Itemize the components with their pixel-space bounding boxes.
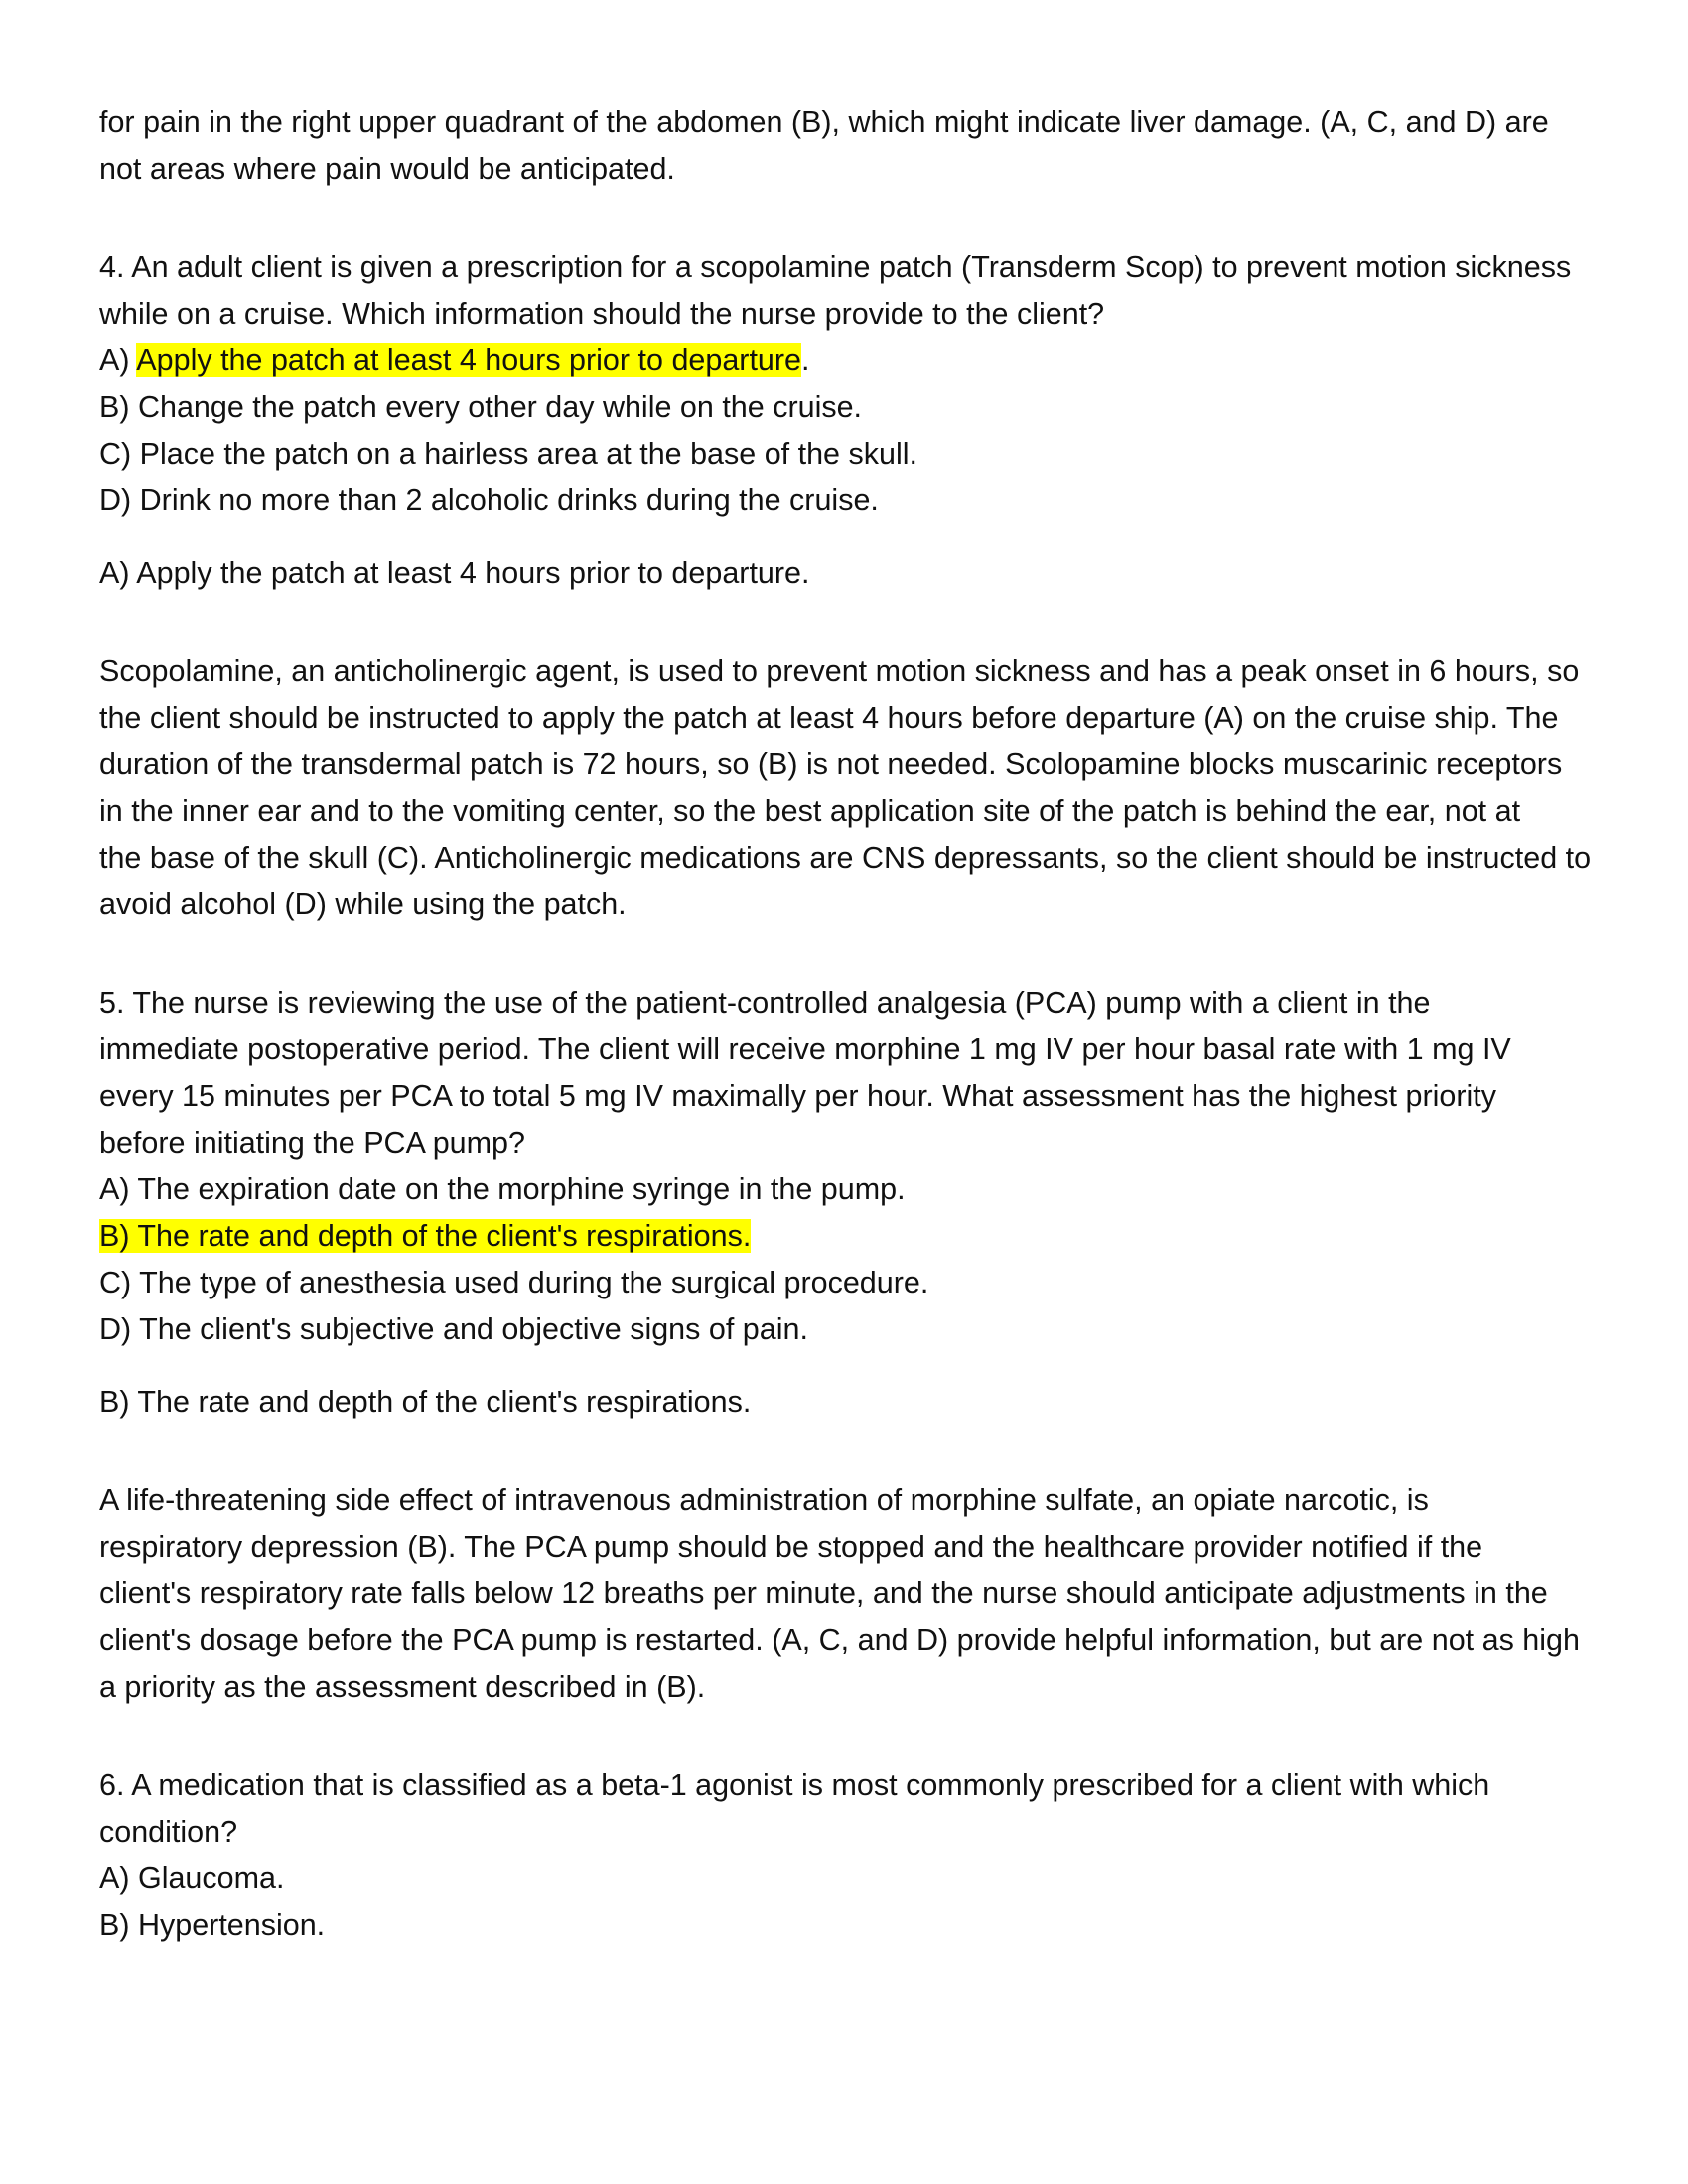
rationale-line: the base of the skull (C). Anticholinergic medications are CNS depressants, so the client should be instructed to	[99, 841, 1592, 875]
rationale-line: client's respiratory rate falls below 12 breaths per minute, and the nurse should anticipate adjustments in the	[99, 1576, 1548, 1610]
rationale-line: respiratory depression (B). The PCA pump should be stopped and the healthcare provider notified if the	[99, 1530, 1483, 1564]
rationale-line: A life-threatening side effect of intravenous administration of morphine sulfate, an opiate narcotic, is	[99, 1483, 1429, 1517]
option-label: A)	[99, 343, 137, 377]
rationale-4	[99, 648, 1592, 928]
option-d: D) The client's subjective and objective signs of pain.	[99, 1312, 808, 1346]
option-a: A) The expiration date on the morphine syringe in the pump.	[99, 1172, 906, 1206]
question-5	[99, 980, 1589, 1353]
highlighted-answer: B) The rate and depth of the client's respirations.	[99, 1219, 752, 1253]
option-b: B) Hypertension.	[99, 1908, 326, 1942]
question-6	[99, 1762, 1589, 1949]
rationale-line: Scopolamine, an anticholinergic agent, is used to prevent motion sickness and has a peak onset in 6 hours, so	[99, 654, 1580, 688]
answer-line: A) Apply the patch at least 4 hours prior to departure.	[99, 556, 810, 590]
intro-paragraph	[99, 99, 1589, 193]
rationale-line: a priority as the assessment described in (B).	[99, 1670, 706, 1704]
text-line: for pain in the right upper quadrant of the abdomen (B), which might indicate liver damage. (A, C, and D) are	[99, 105, 1549, 139]
rationale-line: the client should be instructed to apply the patch at least 4 hours before departure (A) on the cruise ship. The	[99, 701, 1559, 735]
option-b	[99, 1213, 1589, 1260]
question-text-line: 6. A medication that is classified as a beta-1 agonist is most commonly prescribed for a client with which	[99, 1768, 1490, 1802]
rationale-5	[99, 1477, 1589, 1710]
question-text-line: condition?	[99, 1815, 238, 1848]
question-text-line: 5. The nurse is reviewing the use of the patient-controlled analgesia (PCA) pump with a client in the	[99, 986, 1431, 1020]
question-text-line: while on a cruise. Which information should the nurse provide to the client?	[99, 297, 1105, 331]
option-d: D) Drink no more than 2 alcoholic drinks during the cruise.	[99, 483, 879, 517]
option-suffix: .	[801, 343, 810, 377]
question-text-line: every 15 minutes per PCA to total 5 mg IV maximally per hour. What assessment has the highest priority	[99, 1079, 1497, 1113]
option-a: A) Glaucoma.	[99, 1861, 285, 1895]
rationale-line: avoid alcohol (D) while using the patch.	[99, 887, 627, 921]
rationale-line: client's dosage before the PCA pump is restarted. (A, C, and D) provide helpful information, but are not as high	[99, 1623, 1580, 1657]
highlighted-answer: Apply the patch at least 4 hours prior to departure	[136, 343, 802, 377]
question-4	[99, 244, 1589, 524]
option-b: B) Change the patch every other day while on the cruise.	[99, 390, 863, 424]
document-page	[99, 99, 1592, 1949]
question-text-line: immediate postoperative period. The client will receive morphine 1 mg IV per hour basal rate with 1 mg IV	[99, 1032, 1511, 1066]
rationale-line: duration of the transdermal patch is 72 hours, so (B) is not needed. Scolopamine blocks muscarinic receptors	[99, 748, 1563, 781]
option-a	[99, 338, 1589, 384]
text-line: not areas where pain would be anticipated.	[99, 152, 675, 186]
option-c: C) The type of anesthesia used during the surgical procedure.	[99, 1266, 929, 1299]
answer-line: B) The rate and depth of the client's respirations.	[99, 1385, 752, 1419]
option-c: C) Place the patch on a hairless area at the base of the skull.	[99, 437, 917, 471]
question-text-line: 4. An adult client is given a prescription for a scopolamine patch (Transderm Scop) to prevent motion sickness	[99, 250, 1572, 284]
question-text-line: before initiating the PCA pump?	[99, 1126, 525, 1160]
rationale-line: in the inner ear and to the vomiting center, so the best application site of the patch is behind the ear, not at	[99, 794, 1521, 828]
